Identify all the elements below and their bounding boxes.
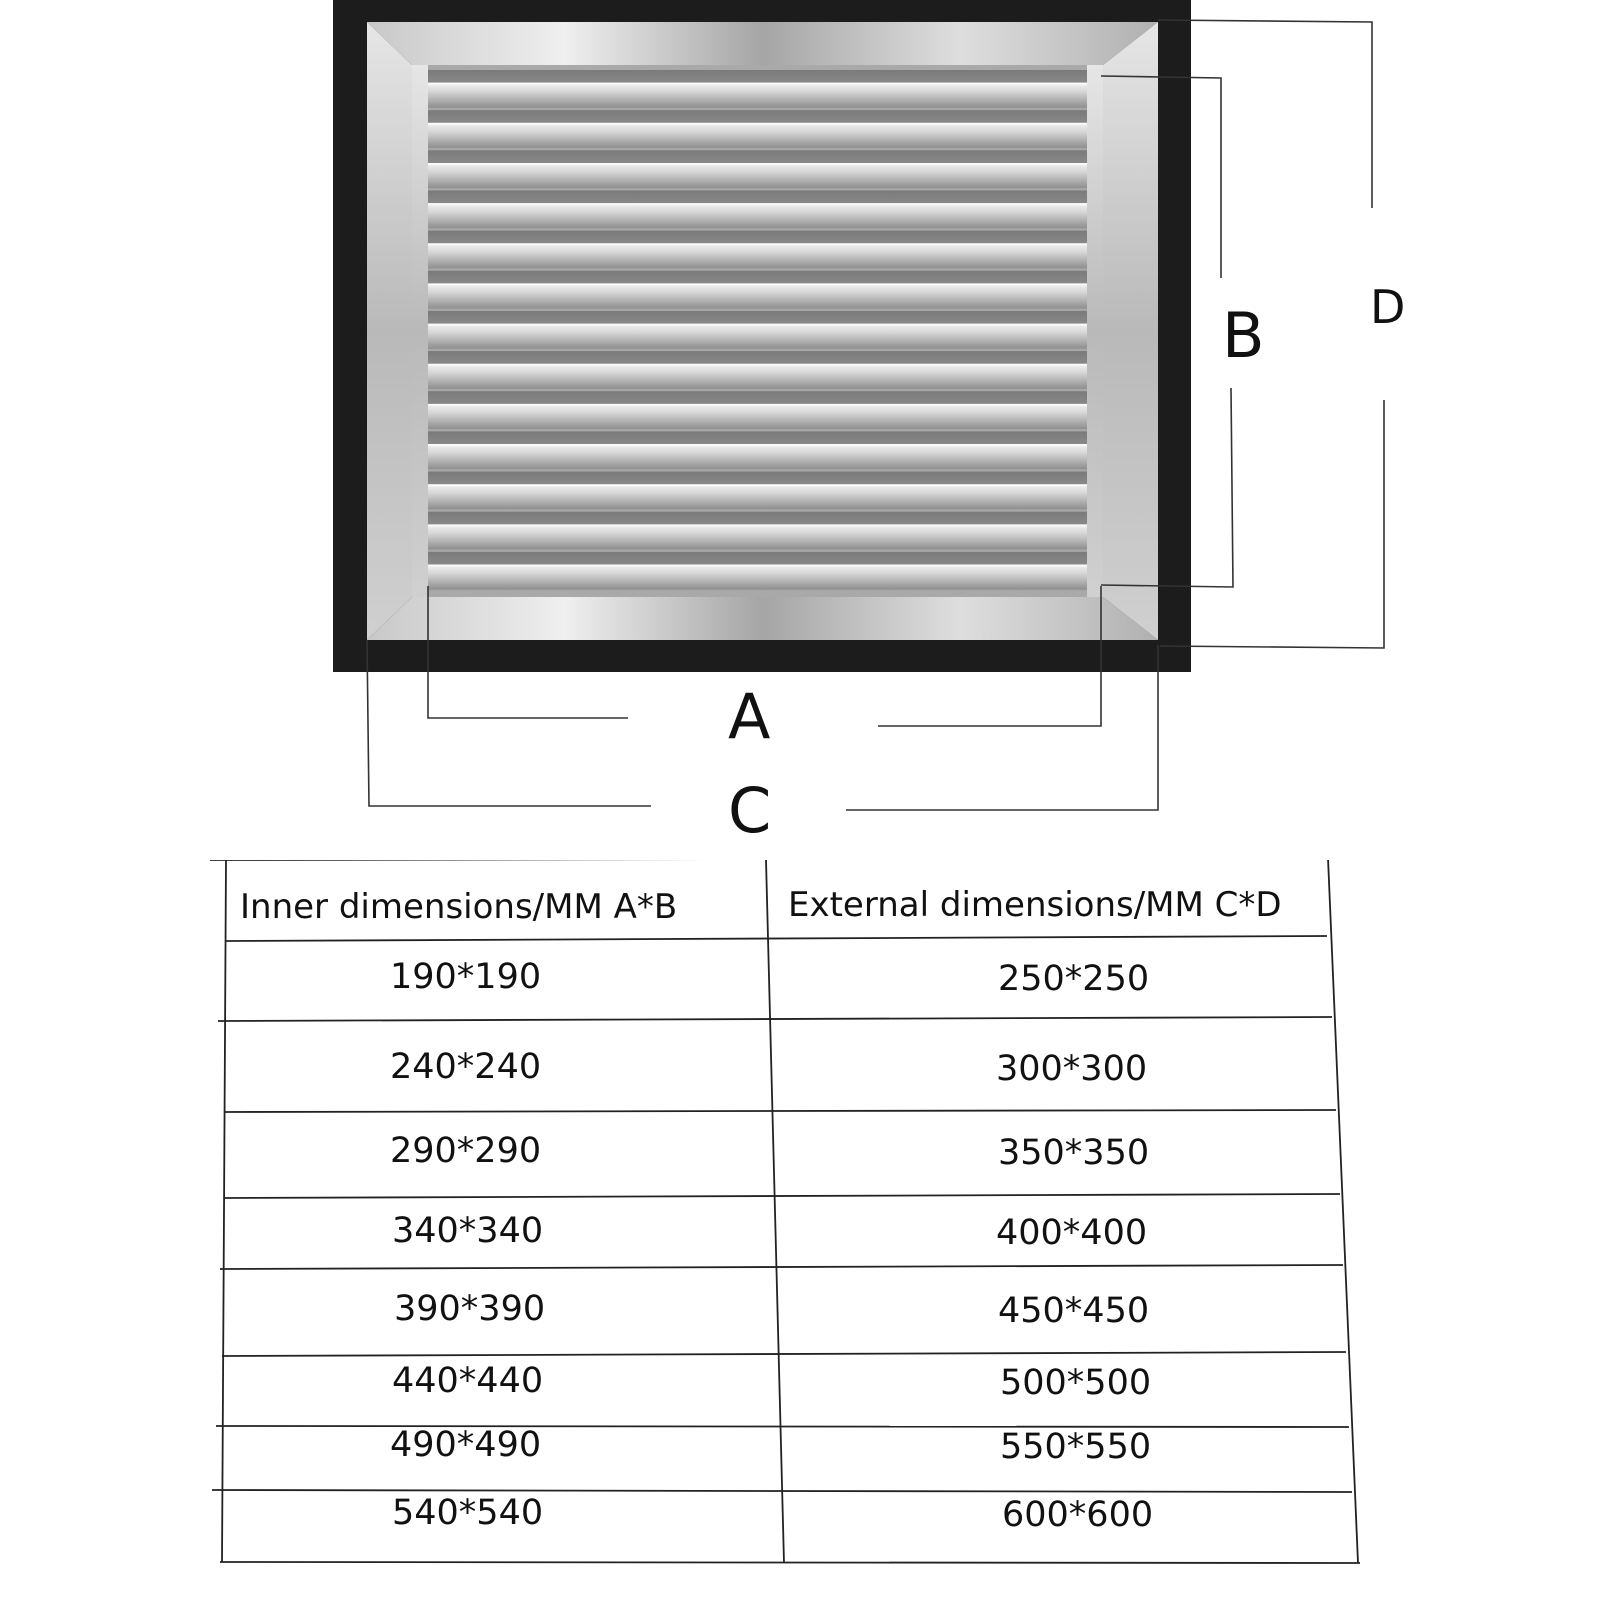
- external-dimension-cell: 450*450: [998, 1291, 1150, 1331]
- inner-frame-left-rail: [412, 65, 428, 597]
- table-rule: [222, 860, 226, 1562]
- dimension-label-a: A: [728, 680, 771, 753]
- table-rule: [216, 1426, 1349, 1427]
- louver-slat: [428, 163, 1087, 188]
- inner-dimension-cell: 290*290: [390, 1131, 542, 1171]
- external-dimension-cell: 550*550: [1000, 1427, 1152, 1467]
- flange-right: [1103, 22, 1158, 640]
- external-dimension-cell: 500*500: [1000, 1363, 1152, 1403]
- louver-slat: [428, 203, 1087, 228]
- louver-slats: [428, 70, 1087, 592]
- inner-dimension-cell: 240*240: [390, 1047, 542, 1087]
- louver-slat: [428, 123, 1087, 148]
- table-rule: [766, 860, 784, 1563]
- louver-slat: [428, 565, 1087, 590]
- louver-slat: [428, 284, 1087, 309]
- table-grid: [0, 860, 1600, 1600]
- external-dimension-cell: 350*350: [998, 1133, 1150, 1173]
- table-rule: [1328, 860, 1358, 1563]
- inner-frame-right-rail: [1087, 65, 1103, 597]
- inner-dimension-cell: 190*190: [390, 957, 542, 997]
- dimensions-table: [0, 860, 1600, 1600]
- louver-slat: [428, 364, 1087, 389]
- inner-dimension-cell: 490*490: [390, 1425, 542, 1465]
- inner-dimension-cell: 340*340: [392, 1211, 544, 1251]
- louver-slat: [428, 243, 1087, 268]
- dimension-label-d: D: [1370, 280, 1406, 334]
- dimension-label-b: B: [1222, 299, 1265, 372]
- inner-dimension-cell: 390*390: [394, 1289, 546, 1329]
- inner-dimension-cell: 540*540: [392, 1493, 544, 1533]
- inner-dimension-cell: 440*440: [392, 1361, 544, 1401]
- table-rule: [220, 1562, 1360, 1563]
- louver-slat: [428, 525, 1087, 550]
- external-dimension-cell: 300*300: [996, 1049, 1148, 1089]
- flange-top: [367, 22, 1158, 65]
- table-rule: [224, 1110, 1336, 1112]
- table-rule: [220, 1265, 1343, 1269]
- louver-slat: [428, 83, 1087, 108]
- louver-slat: [428, 484, 1087, 509]
- table-rule: [224, 1194, 1340, 1198]
- external-dimension-cell: 250*250: [998, 959, 1150, 999]
- external-dimension-cell: 600*600: [1002, 1495, 1154, 1535]
- louver-slat: [428, 324, 1087, 349]
- dimension-label-c: C: [728, 774, 772, 847]
- louver-slat: [428, 404, 1087, 429]
- flange-left: [367, 22, 412, 640]
- header-external-dimensions: External dimensions/MM C*D: [788, 885, 1282, 925]
- dimension-line-d-bottom: [1160, 400, 1384, 648]
- table-rule: [218, 1017, 1332, 1021]
- table-rule: [222, 1352, 1346, 1356]
- external-dimension-cell: 400*400: [996, 1213, 1148, 1253]
- louver-slat: [428, 444, 1087, 469]
- header-inner-dimensions: Inner dimensions/MM A*B: [240, 887, 678, 927]
- table-rule: [226, 936, 1327, 941]
- flange-bottom: [367, 597, 1158, 640]
